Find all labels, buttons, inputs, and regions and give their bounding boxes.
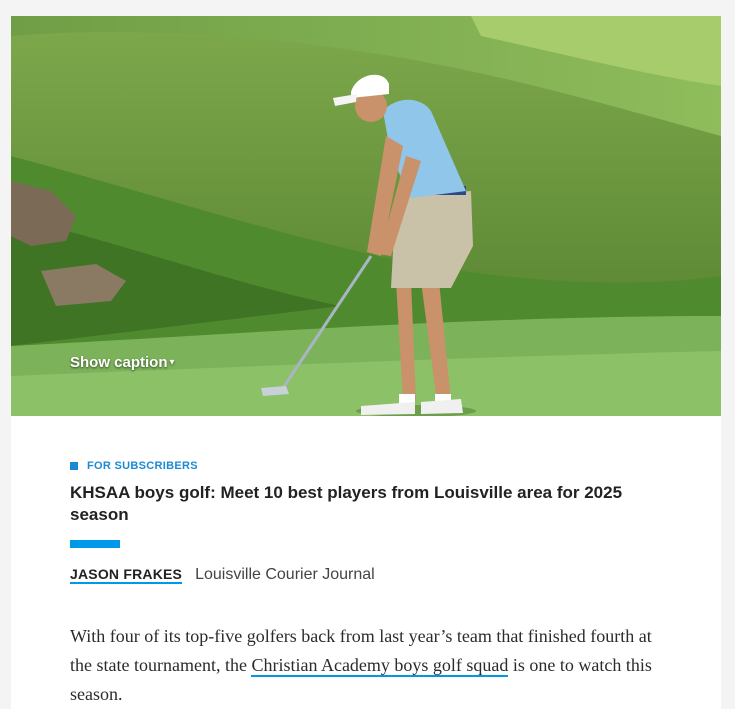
- headline-divider: [70, 540, 120, 548]
- christian-academy-link[interactable]: Christian Academy boys golf squad: [251, 655, 509, 675]
- show-caption-label: Show caption: [70, 354, 168, 371]
- publication-name: Louisville Courier Journal: [195, 566, 375, 583]
- byline: [70, 566, 375, 584]
- author-link[interactable]: JASON FRAKES: [70, 566, 183, 582]
- subscriber-tag: [70, 460, 198, 472]
- body-text-after: is one to watch this season.: [70, 655, 652, 704]
- show-caption-button[interactable]: [70, 354, 175, 371]
- subscriber-tag-label: FOR SUBSCRIBERS: [87, 460, 198, 472]
- caret-down-icon: ▾: [169, 357, 175, 368]
- article-card: [11, 16, 721, 709]
- article-body-paragraph: [70, 622, 670, 709]
- hero-photo: [11, 16, 721, 416]
- body-text-before: With four of its top-five golfers back from last year’s team that finished fourth at the state tournament, the: [70, 626, 652, 675]
- article-headline: KHSAA boys golf: Meet 10 best players from Louisville area for 2025 season: [70, 483, 623, 524]
- subscriber-square-icon: [70, 462, 78, 470]
